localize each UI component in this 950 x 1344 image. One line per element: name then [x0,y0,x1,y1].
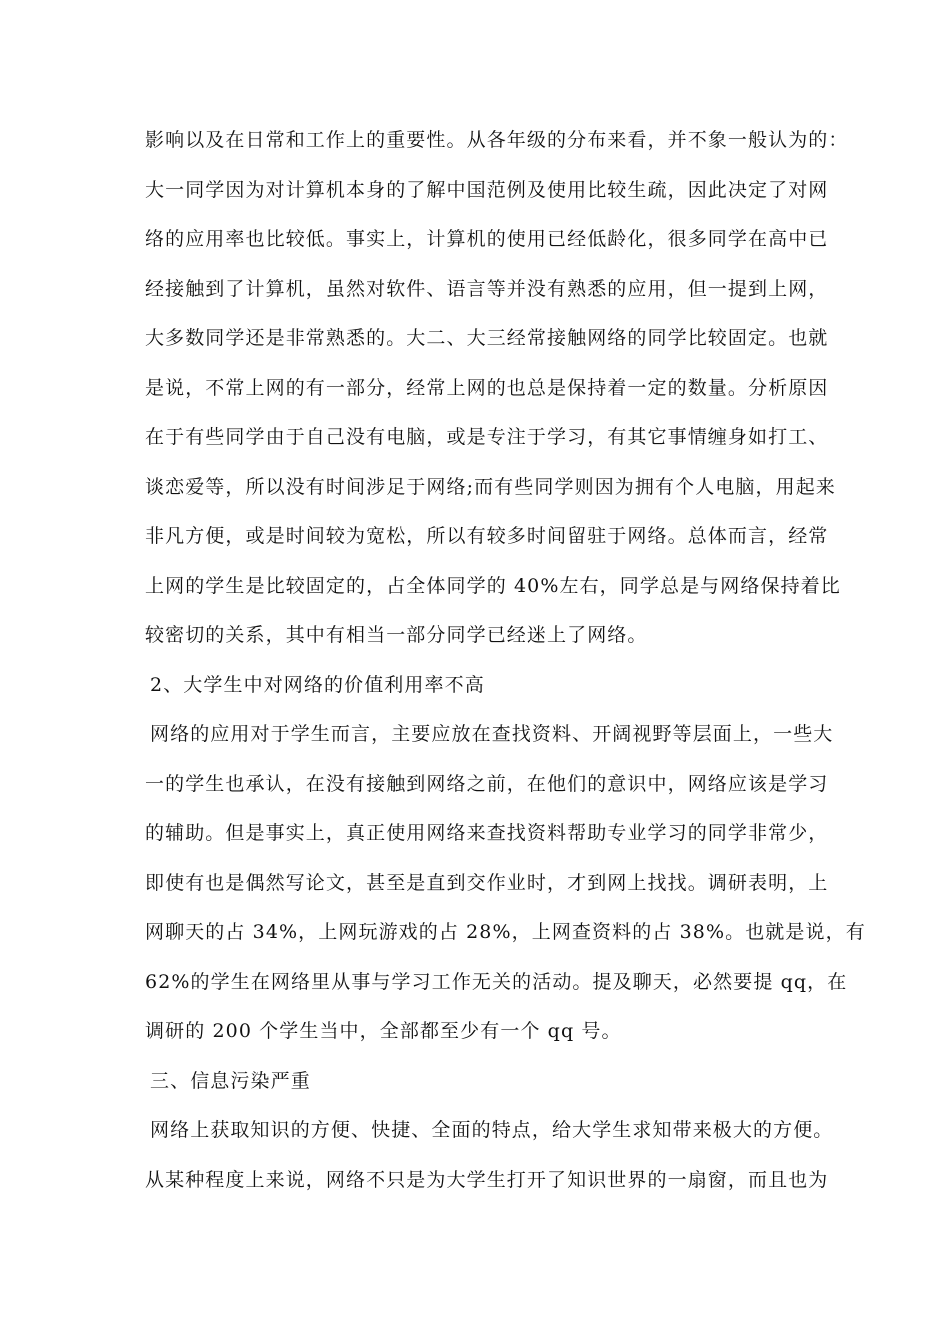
paragraph-line: 影响以及在日常和工作上的重要性。从各年级的分布来看，并不象一般认为的： [145,129,849,151]
paragraph-line: 调研的 200 个学生当中，全部都至少有一个 qq 号。 [145,1020,622,1042]
paragraph-line: 上网的学生是比较固定的，占全体同学的 40%左右，同学总是与网络保持着比 [145,575,841,597]
paragraph-line: 是说，不常上网的有一部分，经常上网的也总是保持着一定的数量。分析原因 [145,377,829,399]
paragraph-line: 即使有也是偶然写论文，甚至是直到交作业时，才到网上找找。调研表明，上 [145,872,829,894]
paragraph-line: 网络上获取知识的方便、快捷、全面的特点，给大学生求知带来极大的方便。 [150,1119,834,1141]
paragraph-line: 网聊天的占 34%，上网玩游戏的占 28%，上网查资料的占 38%。也就是说，有 [145,921,866,943]
paragraph-line: 62%的学生在网络里从事与学习工作无关的活动。提及聊天，必然要提 qq，在 [145,971,848,993]
paragraph-line: 谈恋爱等，所以没有时间涉足于网络;而有些同学则因为拥有个人电脑，用起来 [145,476,836,498]
paragraph-line: 非凡方便，或是时间较为宽松，所以有较多时间留驻于网络。总体而言，经常 [145,525,829,547]
paragraph-line: 网络的应用对于学生而言，主要应放在查找资料、开阔视野等层面上，一些大 [150,723,834,745]
section-heading: 2、大学生中对网络的价值利用率不高 [150,674,485,696]
paragraph-line: 经接触到了计算机，虽然对软件、语言等并没有熟悉的应用，但一提到上网， [145,278,829,300]
paragraph-line: 较密切的关系，其中有相当一部分同学已经迷上了网络。 [145,624,648,646]
section-heading: 三、信息污染严重 [150,1070,311,1092]
paragraph-line: 络的应用率也比较低。事实上，计算机的使用已经低龄化，很多同学在高中已 [145,228,829,250]
paragraph-line: 从某种程度上来说，网络不只是为大学生打开了知识世界的一扇窗，而且也为 [145,1169,829,1191]
paragraph-line: 的辅助。但是事实上，真正使用网络来查找资料帮助专业学习的同学非常少， [145,822,829,844]
paragraph-line: 大多数同学还是非常熟悉的。大二、大三经常接触网络的同学比较固定。也就 [145,327,829,349]
paragraph-line: 一的学生也承认，在没有接触到网络之前，在他们的意识中，网络应该是学习 [145,773,829,795]
paragraph-line: 在于有些同学由于自己没有电脑，或是专注于学习，有其它事情缠身如打工、 [145,426,829,448]
paragraph-line: 大一同学因为对计算机本身的了解中国范例及使用比较生疏，因此决定了对网 [145,179,829,201]
